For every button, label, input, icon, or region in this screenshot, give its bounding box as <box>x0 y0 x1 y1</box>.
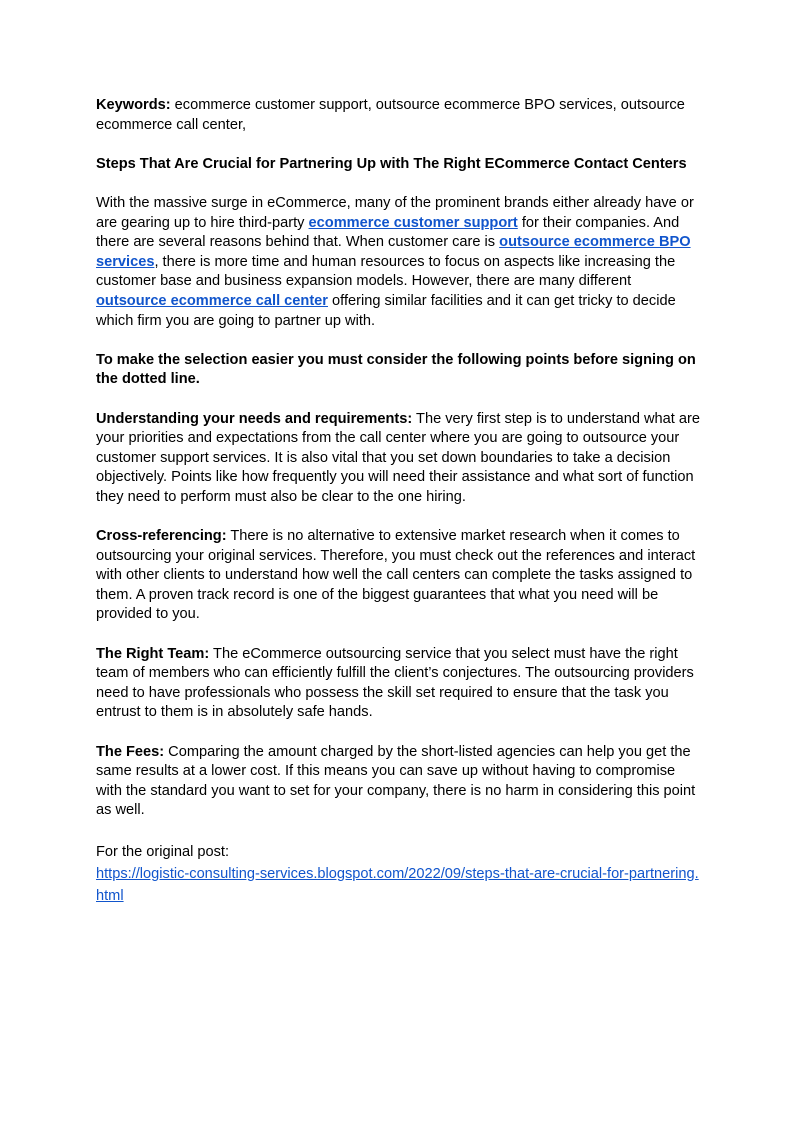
point-label: The Fees: <box>96 743 165 760</box>
selection-heading-text: To make the selection easier you must consider the following points before signing on the dotted line. <box>96 351 696 388</box>
intro-text-1: With the massive surge in eCommerce, many of the prominent brands either already have or are gearing up to hire third-party <box>96 194 694 231</box>
point-cross-referencing <box>96 527 701 625</box>
point-right-team <box>96 645 701 723</box>
source-url-link[interactable]: https://logistic-consulting-services.blogspot.com/2022/09/steps-that-are-crucial-for-partnering.html <box>96 865 699 904</box>
article-heading <box>96 155 701 175</box>
outsource-ecommerce-bpo-link[interactable]: outsource ecommerce BPO services <box>96 234 691 270</box>
keywords-paragraph <box>96 96 701 135</box>
point-label: Understanding your needs and requirements: <box>96 410 413 427</box>
article-heading-text: Steps That Are Crucial for Partnering Up with The Right ECommerce Contact Centers <box>96 155 687 172</box>
intro-text-3: , there is more time and human resources to focus on aspects like increasing the customer base and business expansion models. However, there are many different <box>96 253 676 290</box>
source-label: For the original post: <box>96 843 230 860</box>
outsource-call-center-link[interactable]: outsource ecommerce call center <box>96 292 328 309</box>
selection-heading <box>96 351 701 390</box>
point-text: The very first step is to understand what are your priorities and expectations from the call center where you are going to outsource your customer support services. It is also vital that you set down boundaries to take a decision objectively. Points like how frequently you will need their assistance and what sort of function they need to perform must also be clear to the one hiring. <box>96 410 700 505</box>
point-needs <box>96 410 701 508</box>
keywords-text: ecommerce customer support, outsource ecommerce BPO services, outsource ecommerce call center, <box>96 97 685 133</box>
ecommerce-customer-support-link[interactable]: ecommerce customer support <box>308 214 518 231</box>
point-label: Cross-referencing: <box>96 528 227 545</box>
intro-paragraph <box>96 194 701 331</box>
intro-text-4: offering similar facilities and it can get tricky to decide which firm you are going to partner up with. <box>96 292 676 329</box>
intro-text-2: for their companies. And there are several reasons behind that. When customer care is <box>96 214 680 251</box>
point-text: There is no alternative to extensive market research when it comes to outsourcing your original services. Therefore, you must check out the references and interact with other clients to understand how well the call centers can complete the tasks assigned to them. A proven track record is one of the biggest guarantees that what you need will be provided to you. <box>96 528 696 623</box>
document-page <box>96 96 701 907</box>
point-text: Comparing the amount charged by the short-listed agencies can help you get the same results at a lower cost. If this means you can save up without having to compromise with the standard you want to set for your company, there is no harm in considering this point as well. <box>96 743 696 819</box>
point-label: The Right Team: <box>96 645 210 662</box>
point-fees <box>96 743 701 821</box>
source-url-paragraph <box>96 863 701 907</box>
keywords-label: Keywords: <box>96 97 171 113</box>
point-text: The eCommerce outsourcing service that you select must have the right team of members who can efficiently fulfill the client’s conjectures. The outsourcing providers need to have professionals who possess the skill set required to ensure that the task you entrust to them is in absolutely safe hands. <box>96 645 694 721</box>
